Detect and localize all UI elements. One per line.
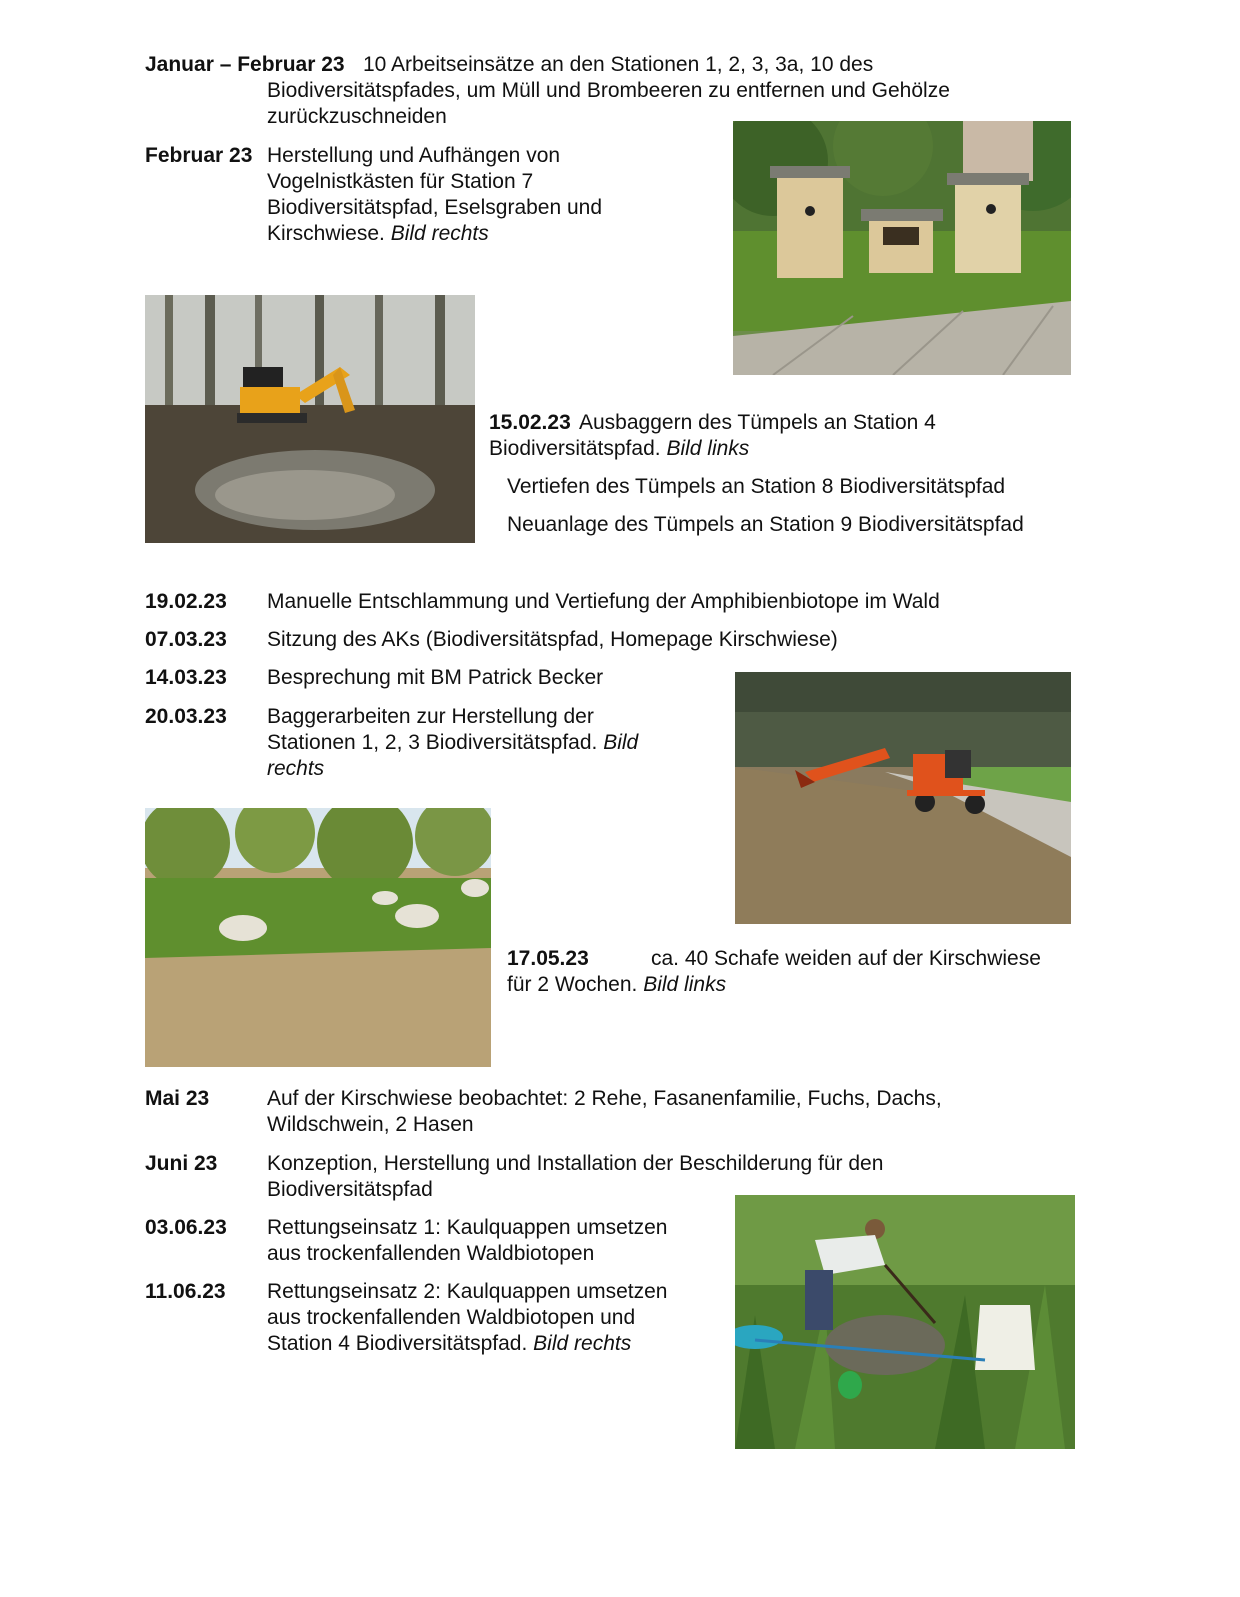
entry-text: Baggerarbeiten zur Herstellung der [267, 705, 594, 728]
entry-text-part: Kirschwiese. [267, 222, 385, 245]
entry-text: Besprechung mit BM Patrick Becker [267, 666, 604, 689]
photo-tadpole-rescue [735, 1195, 1075, 1449]
entry-text-part: für 2 Wochen. [507, 973, 638, 996]
entry-text: Sitzung des AKs (Biodiversitätspfad, Homepage Kirschwiese) [267, 628, 838, 651]
entry-text: aus trockenfallenden Waldbiotopen [267, 1242, 595, 1265]
entry-text [507, 972, 726, 998]
entry-text [267, 730, 638, 756]
entry-text: Rettungseinsatz 1: Kaulquappen umsetzen [267, 1216, 668, 1239]
photo-nest-boxes [733, 121, 1071, 375]
entry-text [267, 1331, 631, 1357]
image-reference: Bild [603, 731, 639, 754]
entry-date: 03.06.23 [145, 1216, 227, 1239]
entry-date: 19.02.23 [145, 590, 227, 613]
entry-text [267, 221, 489, 247]
entry-text: Biodiversitätspfades, um Müll und Brombeeren zu entfernen und Gehölze [267, 79, 950, 102]
entry-text-part: Station 4 Biodiversitätspfad. [267, 1332, 528, 1355]
entry-text: Vertiefen des Tümpels an Station 8 Biodiversitätspfad [507, 475, 1006, 498]
entry-text [489, 436, 749, 462]
entry-date: 11.06.23 [145, 1280, 226, 1303]
entry-date: 14.03.23 [145, 666, 227, 689]
entry-text-part: Stationen 1, 2, 3 Biodiversitätspfad. [267, 731, 598, 754]
entry-date: Mai 23 [145, 1087, 210, 1110]
entry-date: Januar – Februar 23 [145, 53, 345, 76]
entry-text: Herstellung und Aufhängen von [267, 144, 561, 167]
entry-text: Wildschwein, 2 Hasen [267, 1113, 474, 1136]
entry-text: Auf der Kirschwiese beobachtet: 2 Rehe, Fasanenfamilie, Fuchs, Dachs, [267, 1087, 942, 1110]
entry-text: zurückzuschneiden [267, 105, 447, 128]
image-reference: Bild links [643, 973, 727, 996]
entry-text: Ausbaggern des Tümpels an Station 4 [579, 411, 936, 434]
entry-text: 10 Arbeitseinsätze an den Stationen 1, 2, 3, 3a, 10 des [363, 53, 874, 76]
photo-sheep [145, 808, 491, 1067]
entry-date: 07.03.23 [145, 628, 227, 651]
entry-text-part: Biodiversitätspfad. [489, 437, 661, 460]
entry-text: Neuanlage des Tümpels an Station 9 Biodiversitätspfad [507, 513, 1024, 536]
entry-date: 17.05.23 [507, 947, 589, 970]
entry-text: Konzeption, Herstellung und Installation der Beschilderung für den [267, 1152, 884, 1175]
entry-text: aus trockenfallenden Waldbiotopen und [267, 1306, 636, 1329]
entry-text: Biodiversitätspfad, Eselsgraben und [267, 196, 603, 219]
entry-text: Vogelnistkästen für Station 7 [267, 170, 534, 193]
entry-text: Biodiversitätspfad [267, 1178, 433, 1201]
entry-date: 15.02.23 [489, 411, 571, 434]
entry-text: Manuelle Entschlammung und Vertiefung der Amphibienbiotope im Wald [267, 590, 940, 613]
image-reference: Bild rechts [533, 1332, 632, 1355]
entry-date: 20.03.23 [145, 705, 227, 728]
image-reference: rechts [267, 757, 325, 780]
entry-text: ca. 40 Schafe weiden auf der Kirschwiese [651, 947, 1041, 970]
image-reference: Bild rechts [390, 222, 489, 245]
entry-date: Juni 23 [145, 1152, 218, 1175]
photo-wheeled-excavator [735, 672, 1071, 924]
entry-date: Februar 23 [145, 144, 253, 167]
entry-text: Rettungseinsatz 2: Kaulquappen umsetzen [267, 1280, 668, 1303]
image-reference: Bild links [666, 437, 750, 460]
photo-excavator-pond [145, 295, 475, 543]
